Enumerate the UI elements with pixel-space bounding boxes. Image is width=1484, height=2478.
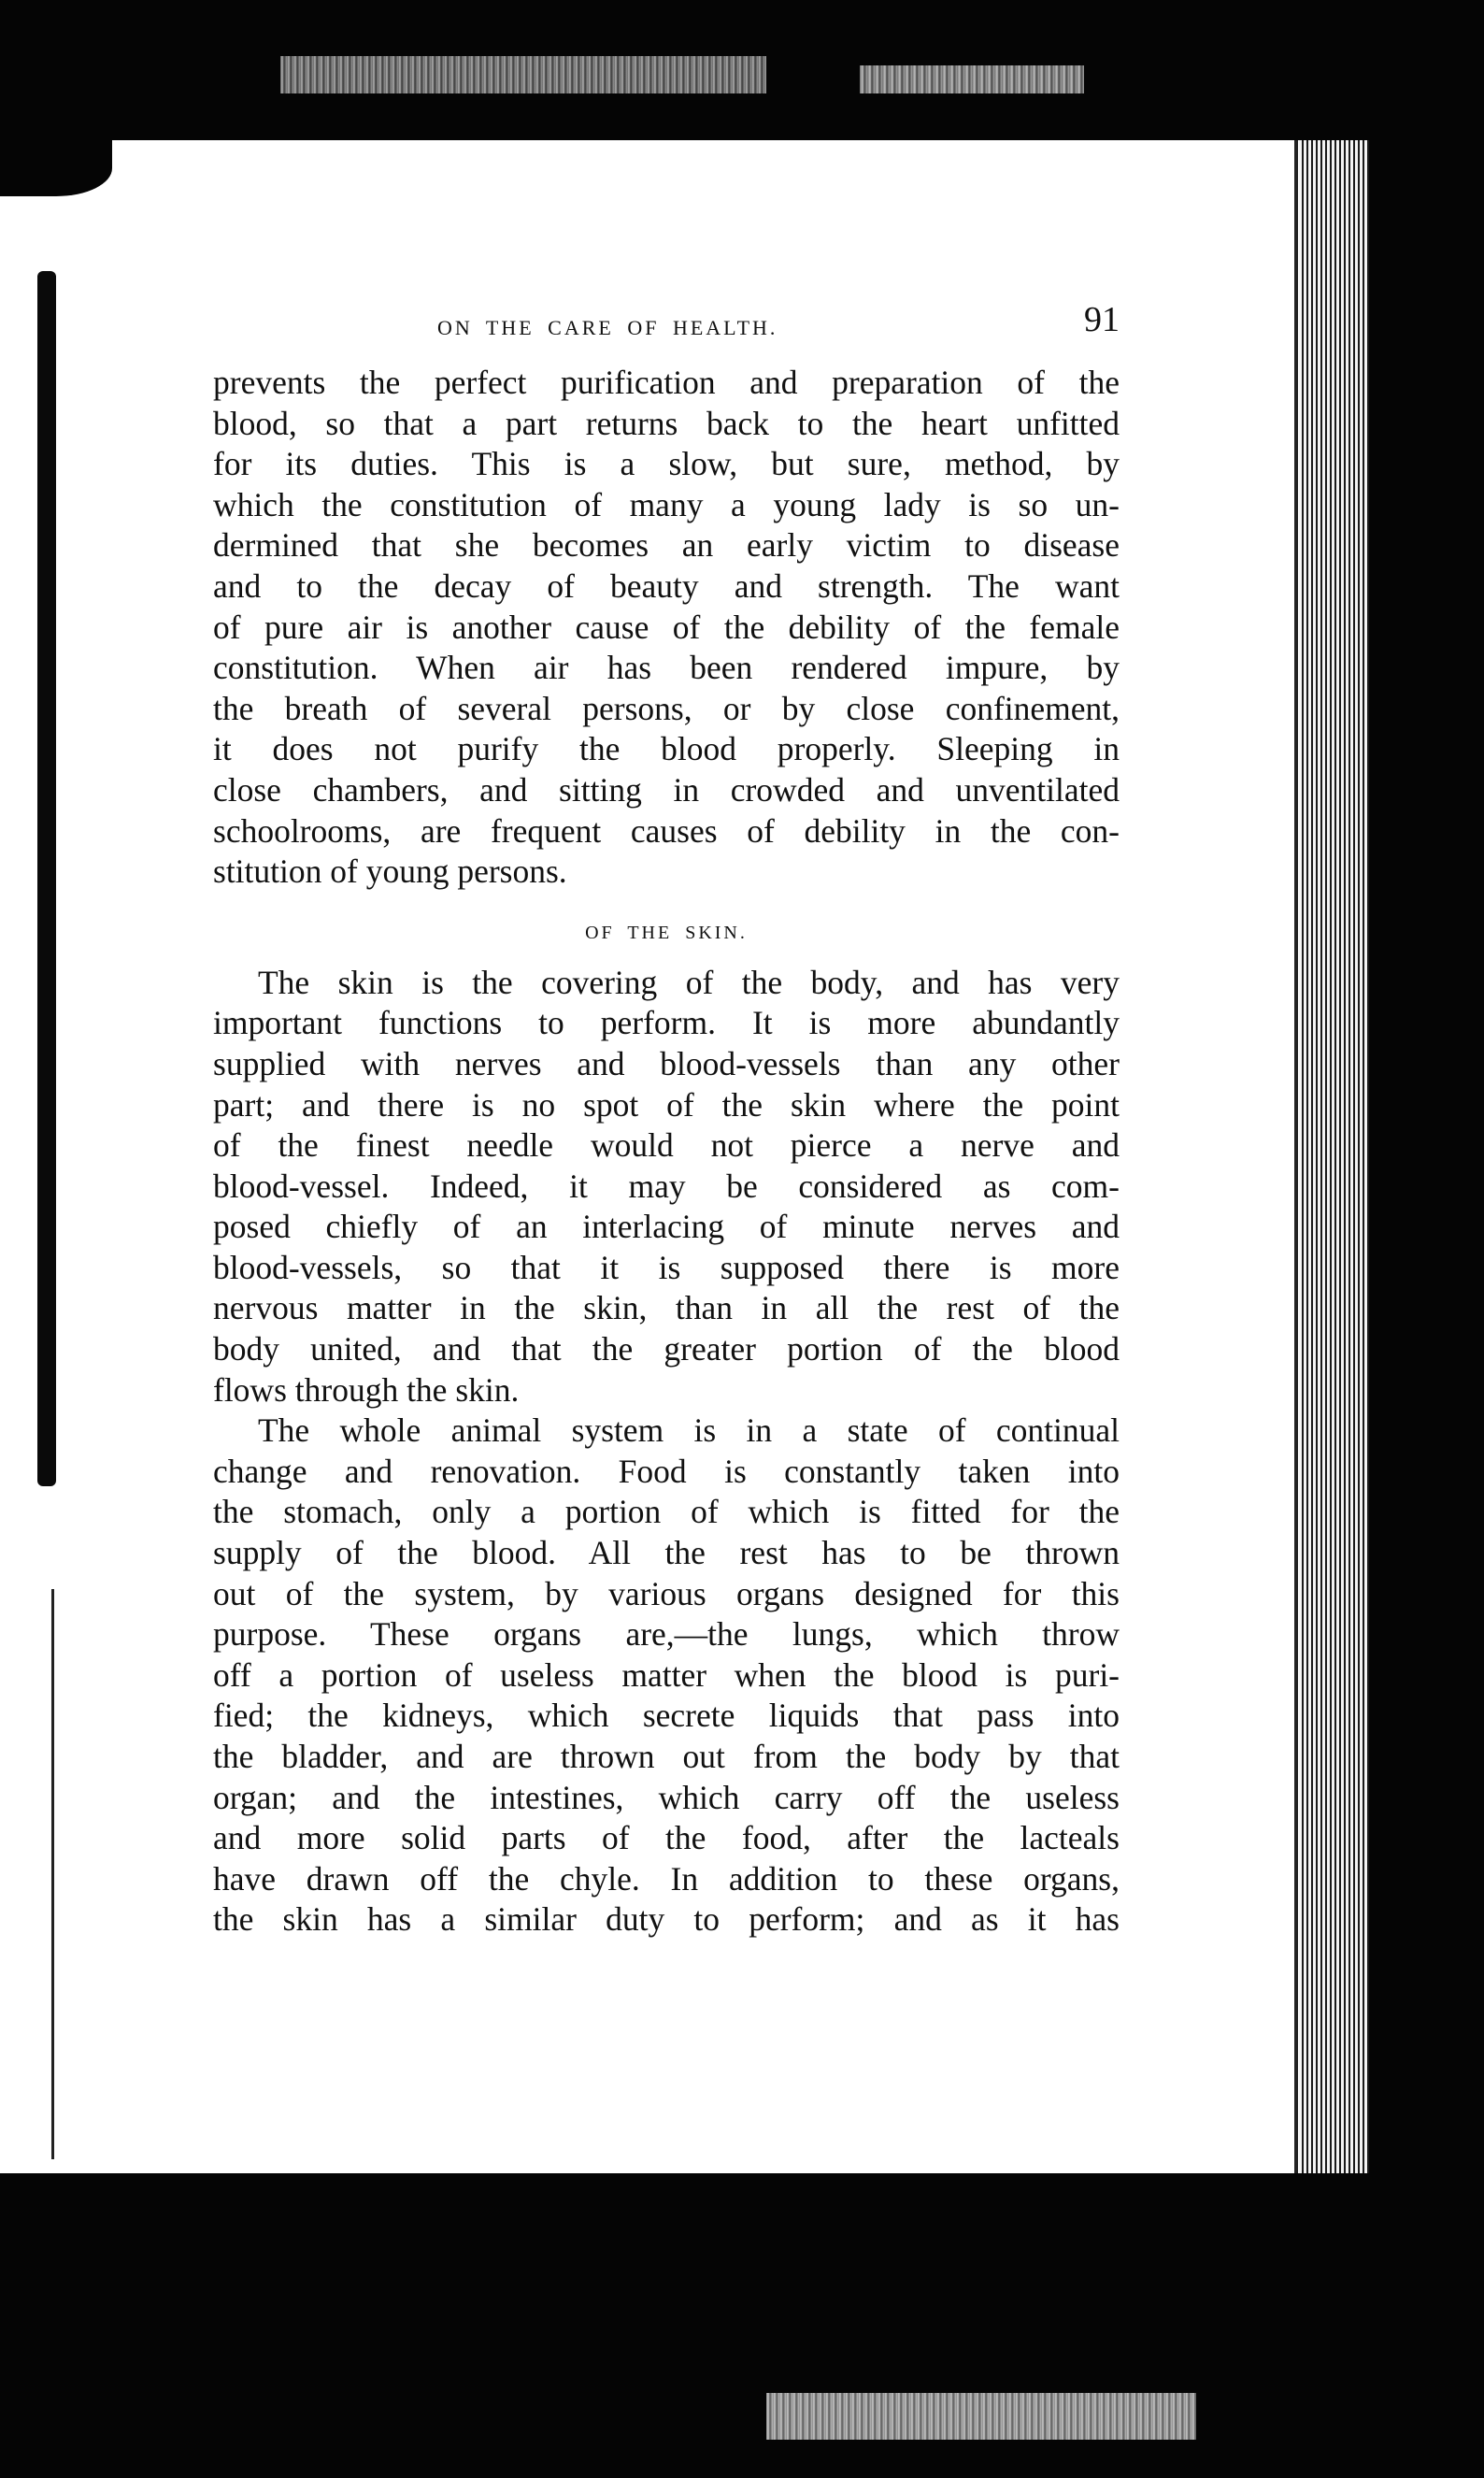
text-line: organ; and the intestines, which carry off the useless <box>213 1778 1120 1816</box>
scan-noise-top <box>280 56 766 93</box>
text-line: constitution. When air has been rendered impure, by <box>213 649 1120 687</box>
scan-noise-bottom <box>766 2393 1196 2440</box>
text-line: The skin is the covering of the body, and has very <box>258 963 1120 1001</box>
text-line: posed chiefly of an interlacing of minute nerves and <box>213 1208 1120 1246</box>
text-line: flows through the skin. <box>213 1370 520 1409</box>
text-line: fied; the kidneys, which secrete liquids that pass into <box>213 1697 1120 1735</box>
text-line: part; and there is no spot of the skin where the point <box>213 1085 1120 1124</box>
text-line: which the constitution of many a young lady is so un- <box>213 485 1120 523</box>
text-line: and to the decay of beauty and strength. The want <box>213 566 1120 605</box>
scan-border-right <box>1369 140 1484 2173</box>
text-line: blood-vessel. Indeed, it may be considered as com- <box>213 1167 1120 1205</box>
section-heading: OF THE SKIN. <box>585 922 748 943</box>
running-title: ON THE CARE OF HEALTH. <box>437 316 778 339</box>
text-line: for its duties. This is a slow, but sure, method, by <box>213 445 1120 483</box>
text-line: the skin has a similar duty to perform; and as it has <box>213 1900 1120 1939</box>
text-line: and more solid parts of the food, after the lacteals <box>213 1819 1120 1857</box>
text-line: stitution of young persons. <box>213 852 567 891</box>
paragraph-3 <box>213 1411 1120 1941</box>
text-line: the bladder, and are thrown out from the body by that <box>213 1738 1120 1775</box>
text-line: out of the system, by various organs designed for this <box>213 1574 1120 1612</box>
text-line: supplied with nerves and blood-vessels than any other <box>213 1044 1120 1082</box>
book-page-edges <box>1299 140 1369 2173</box>
scan-border-notch <box>0 140 112 196</box>
text-line: The whole animal system is in a state of continual <box>258 1411 1120 1450</box>
text-line: change and renovation. Food is constantly taken into <box>213 1452 1120 1490</box>
page-number: 91 <box>1084 300 1120 339</box>
text-line: important functions to perform. It is more abundantly <box>213 1004 1120 1042</box>
scan-binding-shadow <box>37 271 56 1486</box>
text-line: of the finest needle would not pierce a nerve and <box>213 1126 1120 1165</box>
running-head <box>213 299 1120 355</box>
scan-left-edge-line <box>51 1589 54 2159</box>
text-line: nervous matter in the skin, than in all the rest of the <box>213 1289 1120 1327</box>
text-line: blood, so that a part returns back to the heart unfitted <box>213 404 1120 442</box>
paragraph-2 <box>213 963 1120 1411</box>
paragraph-1 <box>213 363 1120 893</box>
scan-border-bottom <box>0 2173 1484 2478</box>
page-edge-outline <box>1294 140 1298 2173</box>
text-line: have drawn off the chyle. In addition to these organs, <box>213 1859 1120 1898</box>
text-line: supply of the blood. All the rest has to be thrown <box>213 1534 1120 1572</box>
text-line: prevents the perfect purification and preparation of the <box>213 364 1120 401</box>
text-line: of pure air is another cause of the debility of the female <box>213 608 1120 646</box>
text-line: blood-vessels, so that it is supposed there is more <box>213 1248 1120 1286</box>
text-line: it does not purify the blood properly. Sleeping in <box>213 730 1120 768</box>
text-line: close chambers, and sitting in crowded and unventilated <box>213 770 1120 809</box>
text-line: off a portion of useless matter when the blood is puri- <box>213 1655 1120 1694</box>
text-line: purpose. These organs are,—the lungs, which throw <box>213 1615 1120 1654</box>
text-line: body united, and that the greater portion of the blood <box>213 1330 1120 1368</box>
book-page <box>213 299 1120 1941</box>
text-line: the stomach, only a portion of which is fitted for the <box>213 1493 1120 1531</box>
text-line: the breath of several persons, or by close confinement, <box>213 689 1120 727</box>
text-line: schoolrooms, are frequent causes of debility in the con- <box>213 811 1120 850</box>
scan-noise-top-right <box>860 65 1084 93</box>
text-line: dermined that she becomes an early victim to disease <box>213 526 1120 565</box>
